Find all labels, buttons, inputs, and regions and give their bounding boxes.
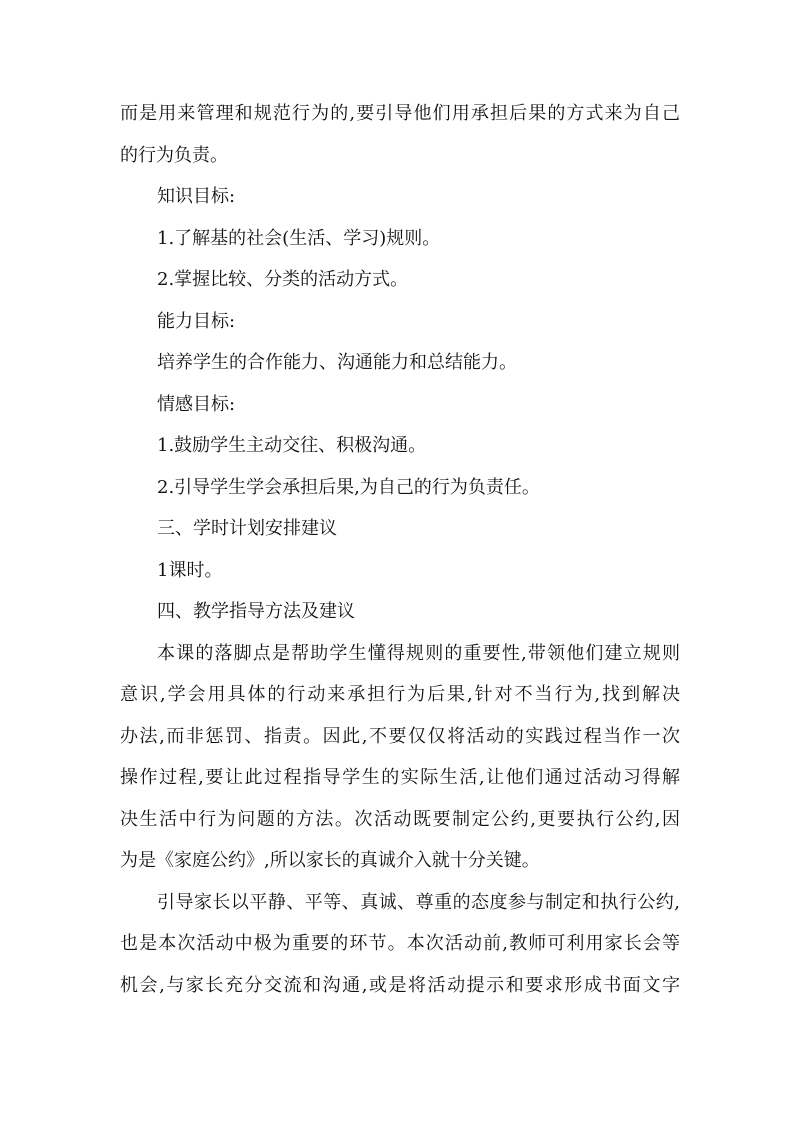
paragraph-line: 为是《家庭公约》,所以家长的真诚介入就十分关键。 <box>120 850 540 871</box>
section-heading-teaching-guidance: 四、教学指导方法及建议 <box>157 601 355 622</box>
paragraph-line: 机会,与家长充分交流和沟通,或是将活动提示和要求形成书面文字 <box>120 974 680 996</box>
section-heading-knowledge-goals: 知识目标: <box>157 186 236 207</box>
list-item: 2.引导学生学会承担后果,为自己的行为负责任。 <box>157 476 540 498</box>
section-heading-emotional-goals: 情感目标: <box>157 393 236 415</box>
paragraph-line: 引导家长以平静、平等、真诚、尊重的态度参与制定和执行公约, <box>157 891 680 913</box>
document-body <box>120 93 680 1006</box>
section-heading-ability-goals: 能力目标: <box>157 310 236 332</box>
section-heading-schedule: 三、学时计划安排建议 <box>157 518 337 539</box>
paragraph-line: 1课时。 <box>157 559 223 581</box>
paragraph-line: 培养学生的合作能力、沟通能力和总结能力。 <box>157 352 517 373</box>
paragraph-line: 的行为负责。 <box>120 144 228 166</box>
list-item: 2.掌握比较、分类的活动方式。 <box>157 269 409 290</box>
list-item: 1.鼓励学生主动交往、积极沟通。 <box>157 435 427 456</box>
paragraph-line: 而是用来管理和规范行为的,要引导他们用承担后果的方式来为自己 <box>120 103 680 124</box>
paragraph-line: 本课的落脚点是帮助学生懂得规则的重要性,带领他们建立规则 <box>157 642 680 664</box>
paragraph-line: 决生活中行为问题的方法。次活动既要制定公约,更要执行公约,因 <box>120 808 680 830</box>
paragraph-line: 办法,而非惩罚、指责。因此,不要仅仅将活动的实践过程当作一次 <box>120 725 680 747</box>
paragraph-line: 操作过程,要让此过程指导学生的实际生活,让他们通过活动习得解 <box>120 767 680 788</box>
paragraph-line: 意识,学会用具体的行动来承担行为后果,针对不当行为,找到解决 <box>120 684 680 705</box>
list-item: 1.了解基的社会(生活、学习)规则。 <box>157 227 441 249</box>
paragraph-line: 也是本次活动中极为重要的环节。本次活动前,教师可利用家长会等 <box>120 933 680 954</box>
